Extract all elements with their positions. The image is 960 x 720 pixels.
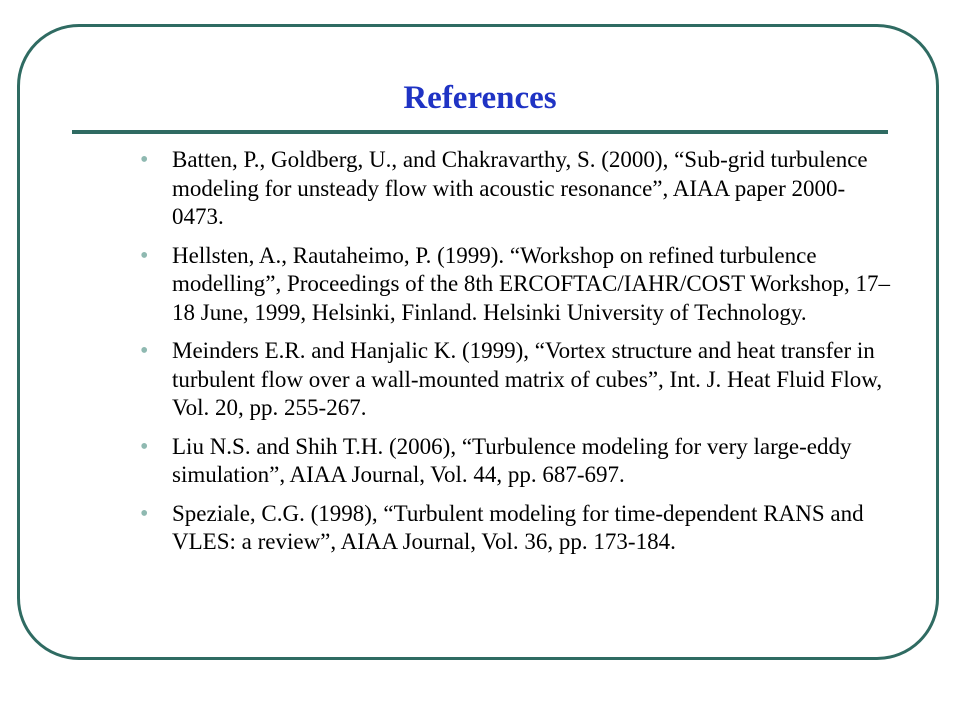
slide-title: References bbox=[403, 80, 557, 116]
bullet-icon: • bbox=[140, 500, 149, 527]
reference-list bbox=[136, 146, 896, 567]
reference-item-3 bbox=[136, 337, 896, 423]
reference-text: Speziale, C.G. (1998), “Turbulent modeling for time-dependent RANS and VLES: a review”, AIAA Journal, Vol. 36, pp. 173-184. bbox=[172, 500, 864, 554]
reference-text: Batten, P., Goldberg, U., and Chakravarthy, S. (2000), “Sub-grid turbulence modeling for unsteady flow with acoustic resonance”, AIAA paper 2000-0473. bbox=[172, 147, 868, 229]
reference-item-5 bbox=[136, 500, 896, 557]
bullet-icon: • bbox=[140, 338, 149, 364]
bullet-icon: • bbox=[140, 242, 149, 269]
reference-item-2 bbox=[136, 242, 896, 328]
reference-text: Meinders E.R. and Hanjalic K. (1999), “Vortex structure and heat transfer in turbulent flow over a wall-mounted matrix of cubes”, Int. J. Heat Fluid Flow, Vol. 20, pp. 255-267. bbox=[172, 338, 883, 420]
reference-item-1 bbox=[136, 146, 896, 232]
bullet-icon: • bbox=[140, 433, 149, 460]
reference-text: Liu N.S. and Shih T.H. (2006), “Turbulence modeling for very large-eddy simulation”, AIAA Journal, Vol. 44, pp. 687-697. bbox=[172, 433, 852, 487]
reference-text: Hellsten, A., Rautaheimo, P. (1999). “Workshop on refined turbulence modelling”, Proceedings of the 8th ERCOFTAC/IAHR/COST Workshop, 17–18 June, 1999, Helsinki, Finland. Helsinki University of Technology. bbox=[172, 242, 891, 325]
reference-item-4 bbox=[136, 433, 896, 490]
title-divider bbox=[72, 130, 888, 134]
bullet-icon: • bbox=[140, 147, 149, 173]
